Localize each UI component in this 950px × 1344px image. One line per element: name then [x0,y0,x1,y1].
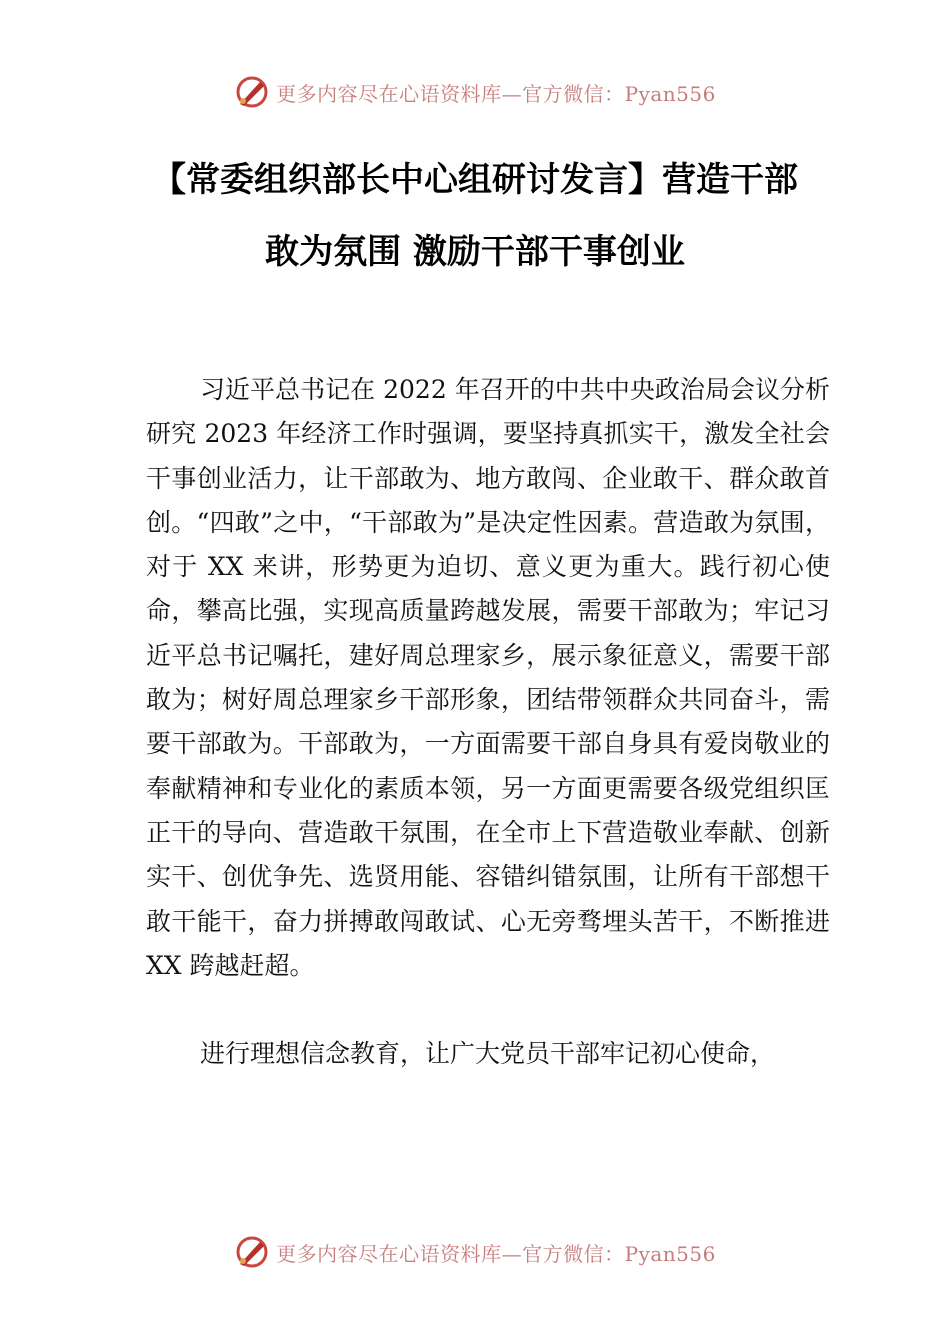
pen-nib-circle-icon [234,74,270,110]
document-body [146,368,830,1076]
watermark-text: 更多内容尽在心语资料库—官方微信：Pyan556 [276,1241,716,1266]
body-paragraph-1: 习近平总书记在 2022 年召开的中共中央政治局会议分析研究 2023 年经济工作时强调，要坚持真抓实干，激发全社会干事创业活力，让干部敢为、地方敢闯、企业敢干、群众敢首创。“四敢”之中，“干部敢为”是决定性因素。营造敢为氛围，对于 XX 来讲，形势更为迫切、意义更为重大。践行初心使命，攀高比强，实现高质量跨越发展，需要干部敢为；牢记习近平总书记嘱托，建好周总理家乡，展示象征意义，需要干部敢为；树好周总理家乡干部形象，团结带领群众共同奋斗，需要干部敢为。干部敢为，一方面需要干部自身具有爱岗敬业的奉献精神和专业化的素质本领，另一方面更需要各级党组织匡正干的导向、营造敢干氛围，在全市上下营造敬业奉献、创新实干、创优争先、选贤用能、容错纠错氛围，让所有干部想干敢干能干，奋力拼搏敢闯敢试、心无旁骛埋头苦干，不断推进 XX 跨越赶超。 [146,375,830,980]
footer-watermark [0,1232,950,1272]
watermark-text: 更多内容尽在心语资料库—官方微信：Pyan556 [276,81,716,106]
pen-nib-circle-icon [234,1234,270,1270]
header-watermark [0,72,950,112]
title-line-2: 敢为氛围 激励干部干事创业 [265,232,685,272]
title-line-1: 【常委组织部长中心组研讨发言】营造干部 [152,160,798,200]
body-paragraph-2: 进行理想信念教育，让广大党员干部牢记初心使命， [200,1039,776,1069]
document-title [90,144,860,288]
